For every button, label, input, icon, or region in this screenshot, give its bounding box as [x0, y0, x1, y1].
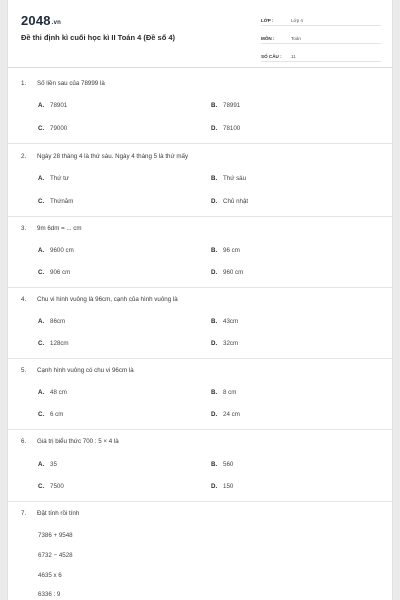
- option-4d[interactable]: D. 32cm: [211, 340, 239, 347]
- option-3a[interactable]: A. 9600 cm: [38, 247, 74, 254]
- question-3: 3. 9m 6dm = ... cm: [21, 225, 82, 232]
- option-3b[interactable]: B. 96 cm: [211, 247, 240, 254]
- option-4c[interactable]: C. 128cm: [38, 340, 69, 347]
- option-2c[interactable]: C. Thứnăm: [38, 198, 74, 205]
- question-5: 5. Cạnh hình vuông có chu vi 96cm là: [21, 367, 134, 374]
- calc-item: 7386 + 9548: [38, 532, 73, 539]
- question-6: 6. Giá trị biểu thức 700 : 5 × 4 là: [21, 438, 119, 445]
- divider: [8, 429, 393, 430]
- question-7: 7. Đặt tính rồi tính: [21, 510, 80, 517]
- option-5a[interactable]: A. 48 cm: [38, 389, 67, 396]
- question-1: 1. Số liền sau của 78999 là: [21, 80, 105, 87]
- divider: [8, 287, 393, 288]
- exam-sheet: [7, 0, 393, 600]
- meta-class: LỚP : Lớp 4: [261, 14, 381, 26]
- option-6a[interactable]: A. 35: [38, 461, 57, 468]
- option-1c[interactable]: C. 79000: [38, 125, 68, 132]
- option-4b[interactable]: B. 43cm: [211, 318, 239, 325]
- exam-meta: [261, 14, 381, 68]
- meta-subject: MÔN : Toán: [261, 32, 381, 44]
- question-2: 2. Ngày 28 tháng 4 là thứ sáu. Ngày 4 tháng 5 là thứ mấy: [21, 153, 189, 160]
- option-1b[interactable]: B. 78991: [211, 102, 241, 109]
- option-5c[interactable]: C. 6 cm: [38, 411, 64, 418]
- divider: [8, 216, 393, 217]
- option-1d[interactable]: D. 78100: [211, 125, 241, 132]
- divider: [8, 501, 393, 502]
- option-5d[interactable]: D. 24 cm: [211, 411, 240, 418]
- option-6d[interactable]: D. 150: [211, 483, 234, 490]
- question-4: 4. Chu vi hình vuông là 96cm, cạnh của hình vuông là: [21, 296, 178, 303]
- divider: [8, 358, 393, 359]
- option-2d[interactable]: D. Chủ nhật: [211, 198, 249, 205]
- calc-item: 6336 : 9: [38, 591, 61, 598]
- meta-question-count: SỐ CÂU : 11: [261, 50, 381, 62]
- option-1a[interactable]: A. 78901: [38, 102, 68, 109]
- option-6c[interactable]: C. 7500: [38, 483, 64, 490]
- option-6b[interactable]: B. 560: [211, 461, 234, 468]
- exam-header: [8, 0, 392, 68]
- option-5b[interactable]: B. 8 cm: [211, 389, 237, 396]
- option-3c[interactable]: C. 906 cm: [38, 269, 71, 276]
- exam-title: Đề thi định kì cuối học kì II Toán 4 (Đề số 4): [21, 33, 176, 42]
- site-logo[interactable]: 2048.vn: [21, 13, 62, 28]
- option-2b[interactable]: B. Thứ sáu: [211, 175, 247, 182]
- option-3d[interactable]: D. 960 cm: [211, 269, 244, 276]
- option-4a[interactable]: A. 86cm: [38, 318, 66, 325]
- calc-item: 6732 − 4528: [38, 552, 73, 559]
- calc-item: 4635 x 6: [38, 572, 62, 579]
- option-2a[interactable]: A. Thứ tư: [38, 175, 69, 182]
- divider: [8, 143, 393, 144]
